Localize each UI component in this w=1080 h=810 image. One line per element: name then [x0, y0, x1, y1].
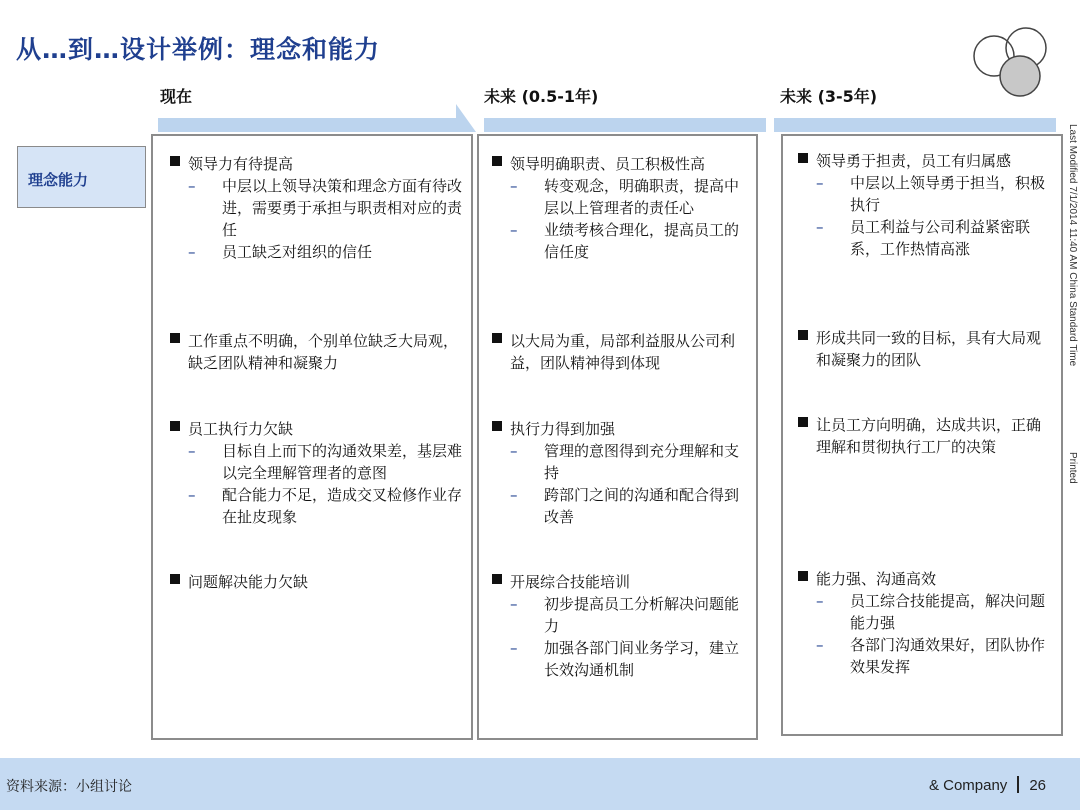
printed-label: Printed [1067, 452, 1078, 484]
column-header-now: 现在 [160, 87, 193, 106]
mid-item-4: 开展综合技能培训 – 初步提高员工分析解决问题能力 – 加强各部门间业务学习，建立长效沟通机制 [492, 571, 748, 681]
mid-item-1: 领导明确职责、员工积极性高 – 转变观念，明确职责，提高中层以上管理者的责任心 – 业绩考核合理化，提高员工的信任度 [492, 153, 748, 263]
future-item-4: 能力强、沟通高效 – 员工综合技能提高，解决问题能力强 – 各部门沟通效果好，团队协作效果发挥 [798, 568, 1053, 678]
footer-bar [0, 758, 1080, 810]
bullet-square-icon [798, 571, 808, 581]
future-item-1: 领导勇于担责，员工有归属感 – 中层以上领导勇于担当，积极执行 – 员工利益与公司利益紧密联系，工作热情高涨 [798, 150, 1053, 260]
company-name: & Company [928, 777, 1008, 794]
now-item-3: 员工执行力欠缺 – 目标自上而下的沟通效果差，基层难以完全理解管理者的意图 – 配合能力不足，造成交叉检修作业存在扯皮现象 [170, 418, 468, 528]
bullet-square-icon [798, 330, 808, 340]
bullet-square-icon [492, 333, 502, 343]
page-number: 26 [1029, 777, 1046, 794]
mid-item-2: 以大局为重，局部利益服从公司利益，团队精神得到体现 [492, 330, 740, 374]
timeline-arrow [158, 104, 480, 134]
column-header-mid: 未来 (0.5-1年) [484, 87, 599, 106]
bullet-square-icon [170, 333, 180, 343]
future-item-2: 形成共同一致的目标，具有大局观和凝聚力的团队 [798, 327, 1046, 371]
row-label: 理念能力 [17, 146, 146, 208]
slide-title: 从…到…设计举例：理念和能力 [16, 35, 381, 64]
bullet-square-icon [798, 153, 808, 163]
timeline-band-mid [484, 118, 766, 132]
footer-company [929, 776, 1046, 794]
bullet-square-icon [492, 156, 502, 166]
bullet-square-icon [492, 574, 502, 584]
bullet-square-icon [170, 574, 180, 584]
footer-source: 资料来源：小组讨论 [6, 779, 132, 795]
now-item-1: 领导力有待提高 – 中层以上领导决策和理念方面有待改进，需要勇于承担与职责相对应的责任 – 员工缺乏对组织的信任 [170, 153, 468, 263]
circles-logo-icon [970, 22, 1052, 104]
future-item-3: 让员工方向明确，达成共识，正确理解和贯彻执行工厂的决策 [798, 414, 1053, 458]
last-modified-label: Last Modified 7/1/2014 11:40 AM China Standard Time [1067, 124, 1078, 367]
bullet-square-icon [170, 421, 180, 431]
mid-item-3: 执行力得到加强 – 管理的意图得到充分理解和支持 – 跨部门之间的沟通和配合得到改善 [492, 418, 748, 528]
now-item-2: 工作重点不明确，个别单位缺乏大局观，缺乏团队精神和凝聚力 [170, 330, 460, 374]
footer-divider [1017, 776, 1019, 793]
timeline-band-future [774, 118, 1056, 132]
bullet-square-icon [798, 417, 808, 427]
column-header-future: 未来 (3-5年) [780, 87, 878, 106]
now-item-4: 问题解决能力欠缺 [170, 571, 460, 593]
bullet-square-icon [492, 421, 502, 431]
bullet-square-icon [170, 156, 180, 166]
